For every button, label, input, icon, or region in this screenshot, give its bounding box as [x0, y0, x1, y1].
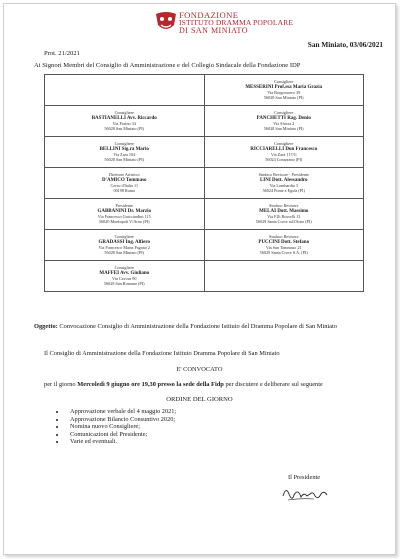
signature-title: Il Presidente — [288, 474, 321, 481]
convocato-heading: E' CONVOCATO — [176, 366, 223, 373]
agenda-item: • Comunicazioni del Presidente; — [66, 431, 176, 439]
logo-line-2: ISTITUTO DRAMMA POPOLARE — [179, 18, 294, 27]
member-city: 56028 San Miniato (PI) — [104, 126, 145, 132]
agenda-list — [56, 408, 176, 446]
member-cell — [45, 199, 205, 230]
member-street: Via Zara 117/G — [270, 152, 297, 157]
member-cell — [45, 168, 205, 199]
member-street: Via Francesco Maria Pagano 2 — [98, 245, 150, 250]
member-name: GABBANINI Dr. Marzio — [97, 208, 152, 214]
member-name: MELAI Dott. Massimo — [259, 208, 309, 214]
member-city: 56028 San Romano (PI) — [103, 281, 145, 287]
member-street: Via Francesco Guicciardini 115 — [97, 214, 151, 219]
agenda-item: • Nomina nuovo Consigliere; — [66, 423, 176, 431]
member-cell — [45, 230, 205, 261]
member-role: Presidente — [115, 203, 133, 209]
member-role: Consigliere — [114, 141, 134, 147]
meeting-line — [44, 381, 323, 388]
member-role: Consigliere — [114, 234, 134, 240]
agenda-title: ORDINE DEL GIORNO — [166, 396, 233, 403]
member-cell — [204, 261, 364, 292]
mask-emblem-icon — [154, 11, 178, 33]
member-street: Via Cavour 90 — [112, 276, 137, 281]
member-cell — [45, 137, 205, 168]
member-role: Direttore Artistico — [108, 172, 140, 178]
member-city: 00198 Roma — [113, 188, 136, 194]
subject-paragraph — [34, 323, 374, 331]
meeting-before: per il giorno — [44, 381, 76, 388]
member-street: Via Borgonuovo 39 — [267, 90, 301, 95]
members-table — [44, 74, 364, 292]
member-cell — [45, 261, 205, 292]
member-name: MAFFEI Avv. Giuliano — [99, 270, 150, 276]
member-street: Via F.lli Rosselli 13 — [267, 214, 301, 219]
member-city: 56029 Santa Croce S.A. (PI) — [259, 250, 308, 256]
meeting-after: per discutere e deliberare sul seguente — [225, 381, 323, 388]
members-row — [45, 199, 364, 230]
member-city: 56028 San Miniato (PI) — [104, 157, 145, 163]
letter-page — [3, 3, 396, 555]
member-city: 56020 Montopoli V/Arno (PI) — [98, 219, 150, 225]
subject-text: Convocazione Consiglio di Amministrazione della Fondazione Istituto del Dramma Popolare di San Miniato — [59, 323, 337, 330]
member-city: 56024 Ponte a Egola (PI) — [262, 188, 305, 194]
member-role: Sindaco Revisore - Presidente — [258, 172, 309, 178]
member-cell — [204, 230, 364, 261]
member-name: PUCCINI Dott. Stefano — [258, 239, 310, 245]
meeting-date-place: Mercoledì 9 giugno ore 19,30 presso la sede della Fidp — [77, 381, 224, 388]
foundation-logo — [154, 10, 294, 36]
logo-line-3: DI SAN MINIATO — [179, 26, 249, 35]
member-role: Sindaco Revisore — [269, 234, 299, 240]
member-role: Sindaco Revisore — [269, 203, 299, 209]
intro-paragraph: Il Consiglio di Amministrazione della Fondazione Istituto Dramma Popolare di San Miniato — [44, 350, 280, 357]
member-street: Via Lombardia 3 — [269, 183, 298, 188]
member-city: 56029 Santa Croce sull'Arno (PI) — [255, 219, 312, 225]
member-cell — [204, 75, 364, 106]
members-row — [45, 168, 364, 199]
members-row — [45, 75, 364, 106]
member-street: Corso d'Italia 11 — [110, 183, 139, 188]
member-city: 56028 San Miniato (PI) — [104, 250, 145, 256]
addressees-line: Ai Signori Membri del Consiglio di Amministrazione e del Collegio Sindacale della Fondazione IDP — [34, 62, 301, 69]
member-name: LINI Dott. Alessandro — [259, 177, 308, 183]
agenda-item: • Approvazione Bilancio Consuntivo 2020; — [66, 416, 176, 424]
members-row — [45, 230, 364, 261]
members-row — [45, 261, 364, 292]
member-cell — [45, 106, 205, 137]
member-cell — [204, 106, 364, 137]
logo-line-1: FONDAZIONE — [179, 10, 239, 20]
member-name: RICCIARELLI Don Francesco — [250, 146, 318, 152]
member-role: Consigliere — [114, 265, 134, 271]
member-role: Consigliere — [274, 110, 294, 116]
member-cell — [204, 199, 364, 230]
subject-label: Oggetto: — [34, 323, 58, 330]
members-row — [45, 137, 364, 168]
member-cell — [204, 137, 364, 168]
member-role: Consigliere — [274, 141, 294, 147]
members-row — [45, 106, 364, 137]
protocol-number: Prot. 21/2021 — [44, 50, 80, 57]
member-street: Via Sforza 2 — [273, 121, 295, 126]
agenda-item: • Approvazione verbale del 4 maggio 2021; — [66, 408, 176, 416]
member-name: BASTIANELLI Avv. Riccardo — [91, 115, 157, 121]
member-street: Via Forino 34 — [112, 121, 136, 126]
member-street: Via San Tommaso 21 — [265, 245, 302, 250]
president-signature — [280, 482, 330, 506]
member-name: BELLINI Sig.ra Mario — [99, 146, 149, 152]
member-cell — [45, 75, 205, 106]
member-cell — [204, 168, 364, 199]
member-city: 56028 San Miniato (PI) — [263, 126, 304, 132]
member-name: GRADASSI Ing. Alfiero — [98, 239, 150, 245]
member-street: Via Zara 104 — [113, 152, 136, 157]
agenda-item: • Varie ed eventuali. — [66, 438, 176, 446]
member-role: Consigliere — [274, 79, 294, 85]
date-line: San Miniato, 03/06/2021 — [307, 40, 383, 49]
member-name: PANCHETTI Rag. Denio — [256, 115, 311, 121]
member-city: 56024 Corazzano (PI) — [265, 157, 303, 163]
member-role: Consigliere — [114, 110, 134, 116]
member-city: 56028 San Miniato (PI) — [263, 95, 304, 101]
member-name: MESSERINI Prof.ssa Maria Grazia — [245, 84, 323, 90]
member-name: D'AMICO Tommaso — [101, 177, 147, 183]
